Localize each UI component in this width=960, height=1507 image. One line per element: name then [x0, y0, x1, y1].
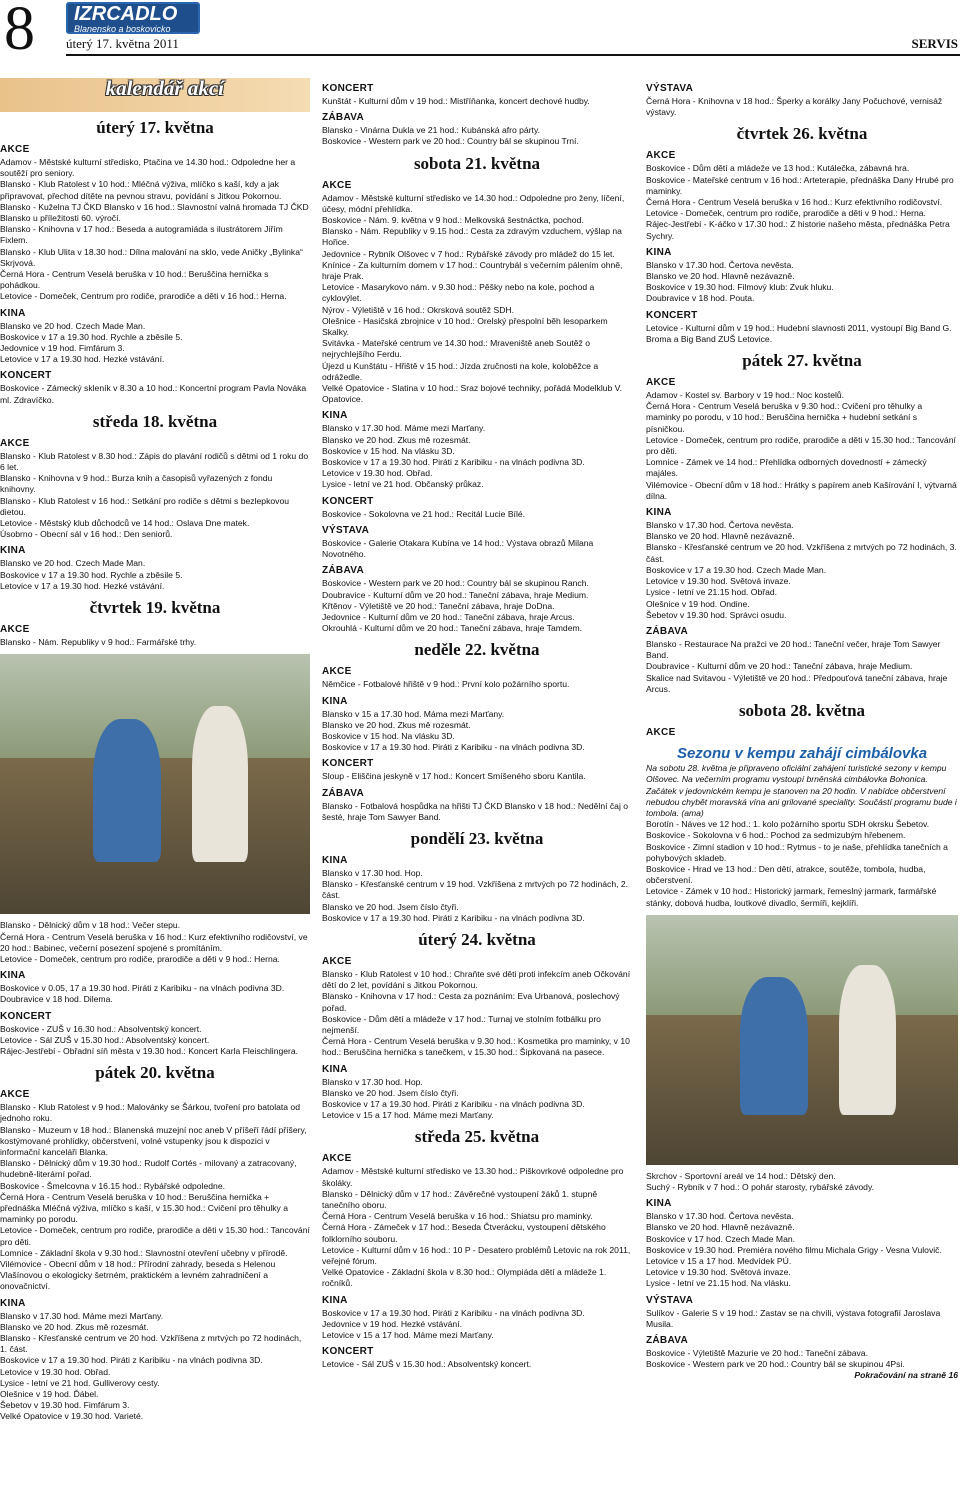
- event-entry: Boskovice v 17 a 19.30 hod. Piráti z Karibiku - na vlnách podivna 3D.: [322, 457, 585, 468]
- event-entry: Úsobrno - Obecní sál v 16 hod.: Den seniorů.: [0, 529, 173, 540]
- calendar-title: kalendář akcí: [105, 76, 224, 100]
- event-entry: Blansko - Knihovna v 9 hod.: Burza knih a časopisů vyřazených z fondu knihovny.: [0, 473, 273, 495]
- category-label: KONCERT: [0, 370, 52, 382]
- event-entry: Blansko ve 20 hod. Hlavně nezávazně.: [646, 271, 795, 282]
- event-entry: Boskovice - ZUŠ v 16.30 hod.: Absolventský koncert.: [0, 1023, 202, 1034]
- event-entry: Blansko - Dělnický dům v 18 hod.: Večer stepu.: [0, 920, 181, 931]
- event-entry: Skrchov - Sportovní areál ve 14 hod.: Dětský den.: [646, 1170, 836, 1181]
- category-label: KINA: [646, 246, 672, 258]
- day-heading: úterý 24. května: [418, 929, 536, 949]
- event-entry: Boskovice - Western park ve 20 hod.: Country bál se skupinou 4Psi.: [646, 1359, 905, 1370]
- category-label: AKCE: [322, 1153, 352, 1165]
- event-entry: Boskovice v 0.05, 17 a 19.30 hod. Piráti z Karibiku - na vlnách podivna 3D.: [0, 983, 285, 994]
- event-entry: Letovice - Městský klub důchodců ve 14 hod.: Oslava Dne matek.: [0, 518, 250, 529]
- day-heading: čtvrtek 19. května: [89, 598, 221, 618]
- event-entry: Letovice - Kulturní dům v 16 hod.: 10 P - Desatero problémů Letovic na rok 2011, veřejné fórum.: [322, 1244, 631, 1267]
- event-entry: Adamov - Městské kulturní středisko ve 14.30 hod.: Odpoledne pro ženy, líčení, účesy, módní přehlídka.: [322, 192, 625, 214]
- event-entry: Boskovice v 17 a 19.30 hod. Piráti z Karibiku - na vlnách podivna 3D.: [0, 1355, 263, 1366]
- calendar-banner: [0, 78, 310, 112]
- event-entry: Boskovice v 17 hod. Czech Made Man.: [646, 1233, 796, 1244]
- event-entry: Velké Opatovice - Slatina v 10 hod.: Sraz bojové techniky, pořádá Modelklub V. Opatovice.: [322, 383, 623, 405]
- event-entry: Boskovice - Western park ve 20 hod.: Country bál se skupinou Trní.: [322, 136, 579, 147]
- event-entry: Blansko - Restaurace Na pražci ve 20 hod.: Taneční večer, hraje Tom Sawyer Band.: [646, 638, 941, 661]
- event-entry: Boskovice - Sokolovna ve 21 hod.: Recitál Lucie Bílé.: [322, 508, 526, 519]
- category-label: KINA: [646, 507, 672, 519]
- event-entry: Blansko v 17.30 hod. Čertova nevěsta.: [646, 259, 794, 270]
- event-entry: Blansko - Klub Ratolest v 10 hod.: Mléčná výživa, mlíčko s kaší, kdy a jak připravovat, přechod dítěte na pevnou stravu, povídání s Jitkou Pokornou.: [0, 179, 282, 201]
- category-label: AKCE: [646, 726, 676, 738]
- event-entry: Doubravice v 18 hod. Dilema.: [0, 994, 113, 1005]
- event-entry: Boskovice - Šmelcovna v 16.15 hod.: Rybářské odpoledne.: [0, 1180, 225, 1191]
- category-label: KINA: [0, 545, 26, 557]
- event-entry: Letovice v 19.30 hod. Světová invaze.: [646, 576, 791, 587]
- event-entry: Borotín - Náves ve 12 hod.: 1. kolo požárního sportu SDH okrsku Šebetov.: [646, 819, 930, 830]
- event-entry: Blansko v 17.30 hod. Hop.: [322, 1076, 423, 1087]
- column-2: [322, 78, 632, 1370]
- page-number: 8: [4, 0, 35, 63]
- event-entry: Blansko v 17.30 hod. Čertova nevěsta.: [646, 1211, 794, 1222]
- event-entry: Rájec-Jestřebí - Obřadní síň města v 19.30 hod.: Koncert Karla Fleischlingera.: [0, 1045, 299, 1056]
- event-entry: Suchý - Rybník v 7 hod.: O pohár starosty, rybářské závody.: [646, 1181, 874, 1192]
- event-entry: Boskovice v 17 a 19.30 hod. Piráti z Karibiku - na vlnách podivna 3D.: [322, 912, 585, 923]
- category-label: ZÁBAVA: [322, 112, 364, 124]
- event-entry: Adamov - Městské kulturní středisko, Ptačina ve 14.30 hod.: Odpoledne her a soutěží pro seniory.: [0, 157, 296, 179]
- event-entry: Letovice - Masarykovo nám. v 9.30 hod.: Pěšky nebo na kole, pochod a cyklovýlet.: [322, 282, 595, 304]
- event-entry: Blansko v 17.30 hod. Čertova nevěsta.: [646, 520, 794, 531]
- event-entry: Boskovice - Dům dětí a mládeže v 17 hod.: Turnaj ve stolním fotbálku pro nejmenší.: [322, 1013, 601, 1035]
- continuation-note: Pokračování na straně 16: [854, 1370, 958, 1381]
- event-entry: Letovice - Zámek v 10 hod.: Historický jarmark, řemeslný jarmark, farmářské stánky, dobová hudba, loutkové divadlo, šermíři, kejklíři.: [646, 886, 937, 908]
- event-entry: Blansko - Fotbalová hospůdka na hřišti TJ ČKD Blansko v 18 hod.: Nedělní čaj o šesté, hraje Tom Sawyer Band.: [322, 800, 629, 822]
- category-label: KINA: [646, 1198, 672, 1210]
- event-entry: Adamov - Kostel sv. Barbory v 19 hod.: Noc kostelů.: [646, 390, 845, 401]
- event-entry: Blansko ve 20 hod. Zkus mě rozesmát.: [322, 434, 471, 445]
- category-label: ZÁBAVA: [322, 787, 364, 799]
- event-entry: Jedovnice v 19 hod. Fimfárum 3.: [0, 343, 125, 354]
- category-label: KINA: [322, 1063, 348, 1075]
- event-entry: Němčice - Fotbalové hřiště v 9 hod.: První kolo požárního sportu.: [322, 679, 570, 690]
- event-entry: Letovice - Sál ZUŠ v 15.30 hod.: Absolventský koncert.: [322, 1359, 532, 1370]
- category-label: KONCERT: [0, 1010, 52, 1022]
- event-entry: Újezd u Kunštátu - Hřiště v 15 hod.: Jízda zručnosti na kole, koloběžce a odrážedle.: [322, 360, 599, 382]
- day-heading: sobota 28. května: [738, 700, 866, 720]
- event-entry: Letovice - Sál ZUŠ v 15.30 hod.: Absolventský koncert.: [0, 1034, 210, 1045]
- event-entry: Letovice v 19.30 hod. Obřad.: [0, 1366, 111, 1377]
- event-entry: Blansko ve 20 hod. Zkus mě rozesmát.: [0, 1321, 149, 1332]
- day-heading: pátek 20. května: [95, 1063, 215, 1083]
- event-entry: Adamov - Městské kulturní středisko ve 13.30 hod.: Piškovrkové odpoledne pro školáky.: [322, 1166, 624, 1188]
- category-label: AKCE: [322, 179, 352, 191]
- event-entry: Kunštát - Kulturní dům v 19 hod.: Mistříňanka, koncert dechové hudby.: [322, 96, 590, 106]
- event-entry: Sloup - Eliščina jeskyně v 17 hod.: Koncert Smíšeného sboru Kantila.: [322, 771, 586, 782]
- event-entry: Blansko ve 20 hod. Hlavně nezávazně.: [646, 531, 795, 542]
- day-heading: neděle 22. května: [414, 640, 540, 660]
- category-label: ZÁBAVA: [646, 625, 688, 637]
- event-entry: Lysice - letní ve 21 hod. Občanský průkaz.: [322, 479, 484, 490]
- day-heading: pátek 27. května: [742, 351, 862, 371]
- event-entry: Blansko - Křesťanské centrum ve 20 hod. Vzkříšena z mrtvých po 72 hodinách, 1. část.: [0, 1332, 302, 1355]
- category-label: KINA: [322, 695, 348, 707]
- event-entry: Lysice - letní ve 21.15 hod. Na vlásku.: [646, 1278, 791, 1289]
- event-entry: Velké Opatovice v 19.30 hod. Varieté.: [0, 1411, 144, 1422]
- event-entry: Boskovice - Zimní stadion v 10 hod.: Rytmus - to je naše, přehlídka tanečních a pohybových skladeb.: [646, 841, 948, 863]
- event-entry: Boskovice v 17 a 19.30 hod. Piráti z Karibiku - na vlnách podivna 3D.: [322, 1098, 585, 1109]
- event-entry: Letovice - Domeček, centrum pro rodiče, prarodiče a děti v 15.30 hod.: Tancování pro děti.: [0, 1225, 310, 1247]
- logo-subtitle: Blanensko a boskovicko: [74, 24, 171, 34]
- event-entry: Sulíkov - Galerie S v 19 hod.: Zastav se na chvíli, výstava fotografií Jaroslava Musila.: [646, 1307, 941, 1329]
- event-entry: Lysice - letní ve 21 hod. Gulliverovy cesty.: [0, 1377, 160, 1388]
- event-entry: Boskovice - Nám. 9. května v 9 hod.: Melkovská šestnáctka, pochod.: [322, 215, 584, 226]
- event-entry: Boskovice - Dům dětí a mládeže ve 13 hod.: Kutálečka, zábavná hra.: [646, 163, 910, 174]
- event-entry: Šebetov v 19.30 hod. Fimfárum 3.: [0, 1400, 130, 1411]
- event-entry: Rájec-Jestřebí - K-áčko v 17.30 hod.: Z historie našeho města, přednáška Petra Sychry.: [646, 219, 950, 241]
- article-headline: Sezonu v kempu zahájí cimbálovka: [676, 744, 928, 762]
- event-entry: Blansko ve 20 hod. Jsem číslo čtyři.: [322, 901, 459, 912]
- category-label: AKCE: [0, 624, 30, 636]
- event-entry: Boskovice - Zámecký skleník v 8.30 a 10 hod.: Koncertní program Pavla Nováka ml. Zdravíčko.: [0, 383, 307, 405]
- event-entry: Olešnice v 19 hod. Ondine.: [646, 598, 750, 609]
- category-label: KINA: [322, 1294, 348, 1306]
- category-label: VÝSTAVA: [646, 1294, 694, 1306]
- event-entry: Křtěnov - Výletiště ve 20 hod.: Taneční zábava, hraje DoDna.: [322, 600, 555, 611]
- category-label: KONCERT: [322, 1346, 374, 1358]
- event-entry: Boskovice v 17 a 19.30 hod. Piráti z Karibiku - na vlnách podivna 3D.: [322, 742, 585, 753]
- event-entry: Blansko ve 20 hod. Jsem číslo čtyři.: [322, 1087, 459, 1098]
- event-entry: Černá Hora - Zámeček v 17 hod.: Beseda Čtverácku, vystoupení dětského folklorního souboru.: [322, 1222, 606, 1244]
- event-entry: Blansko - Klub Ratolest v 8.30 hod.: Zápis do plavání rodičů s dětmi od 1 roku do 6 let.: [0, 450, 309, 473]
- event-entry: Letovice v 19.30 hod. Obřad.: [322, 468, 433, 479]
- event-entry: Nýrov - Výletiště v 16 hod.: Okrsková soutěž SDH.: [322, 304, 514, 315]
- event-entry: Letovice - Domeček, Centrum pro rodiče, prarodiče a děti v 16 hod.: Herna.: [0, 291, 287, 302]
- event-entry: Černá Hora - Centrum Veselá beruška v 16 hod.: Shiatsu pro maminky.: [322, 1211, 593, 1222]
- event-entry: Letovice - Domeček, centrum pro rodiče, prarodiče a děti v 9 hod.: Herna.: [0, 953, 280, 964]
- section-name: SERVIS: [911, 36, 958, 51]
- logo-text: IZRCADLO: [74, 3, 178, 25]
- event-entry: Blansko - Knihovna v 17 hod.: Beseda a autogramiáda s ilustrátorem Jiřím Fixlem.: [0, 224, 283, 246]
- event-entry: Blansko - Knihovna v 17 hod.: Cesta za poznáním: Eva Urbanová, poslechový pořad.: [322, 991, 620, 1013]
- article-text: Na sobotu 28. května je připraveno oficiální zahájení turistické sezony v kempu Olšovec. Na večerním programu vystoupí brněnská cimbálovka Bohonica. Začátek v jedovnickém kempu je stanoven na 20 hodin. V nabídce občerstvení nebudou chybět moravská vína ani grilované speciality. Součástí programu bude i tombola. (ama): [646, 763, 957, 818]
- event-entry: Lomnice - Základní škola v 9.30 hod.: Slavnostní otevření učebny v přírodě.: [0, 1247, 288, 1258]
- news-photo: [646, 915, 958, 1165]
- event-entry: Černá Hora - Centrum Veselá beruška v 10 hod.: Beruščina hernička + přednáška Mléčná výživa, mlíčko s kaší, v 15.30 hod.: Cvičení pro těhulky a maminky po porodu.: [0, 1191, 289, 1225]
- event-entry: Olešnice v 19 hod. Ďábel.: [0, 1389, 99, 1399]
- category-label: KONCERT: [322, 495, 374, 507]
- day-heading: středa 18. května: [92, 411, 218, 431]
- event-entry: Blansko - Klub Ratolest v 10 hod.: Chraňte své děti proti infekcím aneb Očkování dětí do 2 let, povídání s Jitkou Pokornou.: [322, 968, 631, 991]
- event-entry: Okrouhlá - Kulturní dům ve 20 hod.: Taneční zábava, hraje Tamdem.: [322, 623, 583, 634]
- issue-date: úterý 17. května 2011: [66, 36, 179, 51]
- event-entry: Boskovice v 19.30 hod. Filmový klub: Zvuk hluku.: [646, 282, 834, 293]
- event-entry: Černá Hora - Centrum Veselá beruška v 9.30 hod.: Kosmetika pro maminky, v 10 hod.: Beruščina hernička s tanečkem, v 15.30 hod.: Šipkovaná na pasece.: [322, 1036, 630, 1058]
- event-entry: Lysice - letní ve 21.15 hod. Obřad.: [646, 587, 778, 598]
- day-heading: úterý 17. května: [96, 118, 214, 137]
- event-entry: Boskovice v 15 hod. Na vlásku 3D.: [322, 445, 455, 456]
- event-entry: Lomnice - Zámek ve 14 hod.: Přehlídka odborných dovedností + zámecký majáles.: [646, 457, 927, 479]
- event-entry: Blansko ve 20 hod. Czech Made Man.: [0, 558, 146, 569]
- event-entry: Skalice nad Svitavou - Výletiště ve 20 hod.: Předpouťová taneční zábava, hraje Arcus.: [646, 672, 948, 694]
- category-label: AKCE: [646, 377, 676, 389]
- category-label: KINA: [0, 307, 26, 319]
- news-photo: [0, 654, 310, 914]
- event-entry: Blansko - Křesťanské centrum ve 20 hod. Vzkříšena z mrtvých po 72 hodinách, 3. část.: [646, 542, 957, 564]
- day-heading: čtvrtek 26. května: [736, 124, 868, 144]
- page-header: [0, 0, 960, 70]
- event-entry: Černá Hora - Centrum Veselá beruška v 16 hod.: Kurz efektivního rodičovství.: [646, 197, 943, 208]
- day-heading: sobota 21. května: [413, 153, 541, 173]
- event-entry: Boskovice - Hrad ve 13 hod.: Den dětí, atrakce, soutěže, tombola, hudba, občerstvení.: [646, 863, 926, 886]
- event-entry: Blansko - Dělnický dům v 19.30 hod.: Rudolf Cortés - milovaný a zatracovaný, hudebně-literární pořad.: [0, 1158, 297, 1180]
- event-entry: Letovice - Kulturní dům v 19 hod.: Hudební slavnosti 2011, vystoupí Big Band G. Broma a Big Band ZUŠ Letovice.: [646, 322, 952, 344]
- event-entry: Blansko v 17.30 hod. Máme mezi Marťany.: [0, 1310, 164, 1321]
- event-entry: Doubravice v 18 hod. Pouta.: [646, 293, 755, 304]
- event-entry: Blansko v 17.30 hod. Hop.: [322, 867, 423, 878]
- category-label: AKCE: [646, 150, 676, 162]
- event-entry: Boskovice v 17 a 19.30 hod. Rychle a zběsile 5.: [0, 569, 183, 580]
- event-entry: Černá Hora - Centrum Veselá beruška v 16 hod.: Kurz efektivního rodičovství, ve 20 hod.: Babinec, večerní posezení spojené s promítáním.: [0, 931, 308, 953]
- event-entry: Blansko - Nám. Republiky v 9.15 hod.: Cesta za zdravým vzduchem, výšlap na Hořice.: [322, 226, 622, 248]
- event-entry: Boskovice v 17 a 19.30 hod. Czech Made Man.: [646, 564, 827, 575]
- event-entry: Boskovice v 19.30 hod. Premiéra nového filmu Michala Grigy - Vesna Vulovič.: [646, 1244, 942, 1255]
- event-entry: Jedovnice - Kulturní dům ve 20 hod.: Taneční zábava, hraje Arcus.: [322, 611, 575, 622]
- category-label: KINA: [0, 970, 26, 982]
- event-entry: Olešnice - Hasičská zbrojnice v 10 hod.: Orelský přespolní běh lesoparkem Skalky.: [322, 315, 608, 338]
- event-entry: Boskovice - Mateřské centrum v 16 hod.: Arteterapie, přednáška Dany Hrubé pro maminky.: [646, 174, 954, 196]
- event-entry: Blansko - Křesťanské centrum v 19 hod. Vzkříšena z mrtvých po 72 hodinách, 2. část.: [322, 879, 629, 901]
- category-label: AKCE: [0, 1089, 30, 1101]
- event-entry: Černá Hora - Centrum Veselá beruška v 9.30 hod.: Cvičení pro těhulky a maminky po porodu, v 10 hod.: Beruščina hernička + hudební setkání s písničkou.: [646, 401, 923, 434]
- event-entry: Vilémovice - Obecní dům v 18 hod.: Přírodní zahrady, beseda s Helenou Vlašínovou o ekologicky šetrném, praktickém a levném zahradničení a onovačnictví.: [0, 1258, 276, 1292]
- event-entry: Letovice - Domeček, centrum pro rodiče, prarodiče a děti v 9 hod.: Herna.: [646, 208, 926, 219]
- category-label: KONCERT: [646, 309, 698, 321]
- event-entry: Šebetov v 19.30 hod. Správci osudu.: [646, 609, 787, 620]
- event-entry: Blansko - Klub Ratolest v 16 hod.: Setkání pro rodiče s dětmi s bezlepkovou dietou.: [0, 495, 290, 517]
- category-label: AKCE: [0, 437, 30, 449]
- event-entry: Letovice v 19.30 hod. Světová invaze.: [646, 1267, 791, 1278]
- event-entry: Blansko - Kuželna TJ ČKD Blansko v 16 hod.: Slavnostní valná hromada TJ ČKD Blansko u příležitosti 60. výročí.: [0, 201, 309, 224]
- category-label: VÝSTAVA: [322, 524, 370, 536]
- category-label: AKCE: [322, 666, 352, 678]
- event-entry: Boskovice v 15 hod. Na vlásku 3D.: [322, 730, 455, 741]
- event-entry: Boskovice v 17 a 19.30 hod. Rychle a zběsile 5.: [0, 331, 183, 342]
- event-entry: Blansko - Klub Ulita v 18.30 hod.: Dílna malování na sklo, vede Aničky „Bylinka“ Skrjvová.: [0, 246, 303, 268]
- event-entry: Svitávka - Mateřské centrum ve 14.30 hod.: Mraveniště aneb Soutěž o nejrychlejšího Ferdu.: [322, 338, 590, 360]
- event-entry: Blansko - Nám. Republiky v 9 hod.: Farmářské trhy.: [0, 637, 197, 648]
- event-entry: Blansko - Dělnický dům v 17 hod.: Závěrečné vystoupení žáků 1. stupně tanečního oboru.: [322, 1188, 598, 1210]
- category-label: KINA: [322, 854, 348, 866]
- event-entry: Blansko - Klub Ratolest v 9 hod.: Malovánky se Šárkou, tvoření pro batolata od jednoho roku.: [0, 1102, 300, 1124]
- category-label: ZÁBAVA: [646, 1335, 688, 1346]
- event-entry: Černá Hora - Centrum Veselá beruška v 10 hod.: Beruščina hernička s pohádkou.: [0, 269, 269, 291]
- event-entry: Blansko ve 20 hod. Czech Made Man.: [0, 320, 146, 331]
- event-entry: Jedovnice - Rybník Olšovec v 7 hod.: Rybářské závody pro mládež do 15 let.: [322, 248, 615, 259]
- event-entry: Blansko - Vinárna Dukla ve 21 hod.: Kubánská afro párty.: [322, 125, 540, 136]
- event-entry: Blansko - Muzeum v 18 hod.: Blanenská muzejní noc aneb V příšeří řádí příšery, kostýmované prohlídky, občerstvení, volné vstupenky jsou k dispozici v informační kanceláři Blanka.: [0, 1124, 307, 1157]
- event-entry: Blansko ve 20 hod. Zkus mě rozesmát.: [322, 719, 471, 730]
- event-entry: Doubravice - Kulturní dům ve 20 hod.: Taneční zábava, hraje Medium.: [322, 589, 589, 600]
- event-entry: Letovice - Domeček, centrum pro rodiče, prarodiče a děti v 15.30 hod.: Tancování pro děti.: [646, 434, 956, 457]
- category-label: KINA: [322, 410, 348, 422]
- header-rule: [66, 54, 960, 56]
- event-entry: Doubravice - Kulturní dům ve 20 hod.: Taneční zábava, hraje Medium.: [646, 661, 913, 672]
- event-entry: Letovice v 15 a 17 hod. Máme mezi Marťany.: [322, 1330, 494, 1341]
- event-entry: Černá Hora - Knihovna v 18 hod.: Šperky a korálky Jany Počuchové, vernisáž výstavy.: [646, 96, 943, 118]
- category-label: KINA: [0, 1297, 26, 1309]
- event-entry: Letovice v 15 a 17 hod. Máme mezi Marťany.: [322, 1110, 494, 1121]
- category-label: KONCERT: [322, 83, 374, 94]
- newspaper-logo[interactable]: [66, 2, 200, 34]
- event-entry: Letovice v 17 a 19.30 hod. Hezké vstávání.: [0, 354, 165, 365]
- column-3: [646, 78, 958, 1382]
- category-label: VÝSTAVA: [646, 83, 694, 94]
- event-entry: Boskovice v 17 a 19.30 hod. Piráti z Karibiku - na vlnách podivna 3D.: [322, 1307, 585, 1318]
- event-entry: Blansko v 15 a 17.30 hod. Máma mezi Marťany.: [322, 708, 505, 719]
- day-heading: středa 25. května: [414, 1127, 540, 1147]
- event-entry: Boskovice - Výletiště Mazurie ve 20 hod.: Taneční zábava.: [646, 1348, 868, 1358]
- event-entry: Jedovnice v 19 hod. Hezké vstávání.: [322, 1318, 462, 1329]
- category-label: ZÁBAVA: [322, 565, 364, 577]
- event-entry: Blansko ve 20 hod. Hlavně nezávazně.: [646, 1222, 795, 1233]
- event-entry: Boskovice - Galerie Otakara Kubína ve 14 hod.: Výstava obrazů Milana Novotného.: [322, 537, 594, 560]
- event-entry: Velké Opatovice - Základní škola v 8.30 hod.: Olympiáda dětí a mládeže 1. ročníků.: [322, 1267, 607, 1289]
- category-label: AKCE: [322, 955, 352, 967]
- category-label: KONCERT: [322, 758, 374, 770]
- column-1: [0, 78, 310, 1423]
- day-heading: pondělí 23. května: [410, 828, 544, 848]
- event-entry: Blansko v 17.30 hod. Máme mezi Marťany.: [322, 423, 486, 434]
- event-entry: Letovice v 15 a 17 hod. Medvídek PÚ.: [646, 1255, 792, 1266]
- category-label: AKCE: [0, 144, 30, 155]
- event-entry: Boskovice - Sokolovna v 6 hod.: Pochod za sedmizubým hřebenem.: [646, 830, 906, 841]
- event-entry: Knínice - Za kulturním domem v 17 hod.: Countrybál s večerním pálením ohně, hraje Prak.: [322, 259, 623, 282]
- event-entry: Vilémovice - Obecní dům v 18 hod.: Hrátky s papírem aneb Kašírování I, výtvarná dílna.: [646, 479, 957, 501]
- event-entry: Letovice v 17 a 19.30 hod. Hezké vstávání.: [0, 580, 165, 591]
- event-entry: Boskovice - Western park ve 20 hod.: Country bál se skupinou Ranch.: [322, 578, 589, 589]
